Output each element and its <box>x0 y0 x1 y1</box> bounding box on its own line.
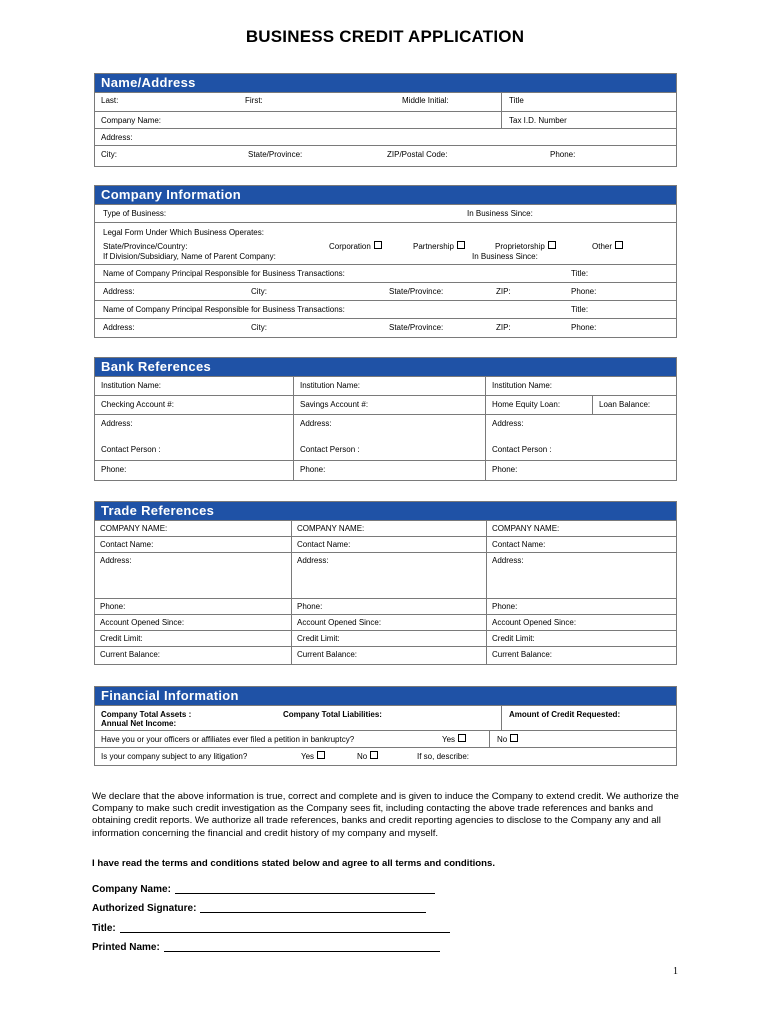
partnership-label: Partnership <box>413 242 454 251</box>
trade-credit-row <box>95 631 676 647</box>
bankruptcy-no-cell <box>489 731 677 747</box>
bankruptcy-yes-label: Yes <box>442 735 456 744</box>
trade-credit-cell-1[interactable] <box>95 631 291 646</box>
trade-balance-cell-3[interactable] <box>486 647 677 664</box>
in-business-since-2-label: In Business Since: <box>472 252 538 261</box>
bankruptcy-no-label: No <box>497 735 508 744</box>
type-business-row <box>95 205 676 223</box>
trade-balance-label-1: Current Balance: <box>100 650 161 659</box>
institution-cell-1[interactable] <box>95 377 293 395</box>
signature-authorized-line[interactable] <box>200 902 426 913</box>
trade-contact-row <box>95 537 676 553</box>
bankruptcy-no-option[interactable] <box>497 734 518 744</box>
loan-balance-cell[interactable] <box>592 396 677 414</box>
trade-company-label-2: COMPANY NAME: <box>297 524 365 533</box>
trade-company-label-1: COMPANY NAME: <box>100 524 168 533</box>
middle-initial-label: Middle Initial: <box>402 96 449 105</box>
home-equity-cell[interactable] <box>485 396 592 414</box>
principal-2-address-label: Address: <box>103 323 135 332</box>
trade-phone-label-1: Phone: <box>100 602 126 611</box>
principal-2-label: Name of Company Principal Responsible for Business Transactions: <box>103 305 345 314</box>
principal-2-city-label: City: <box>251 323 267 332</box>
bank-address-label-1: Address: <box>101 419 133 428</box>
institution-cell-3[interactable] <box>485 377 677 395</box>
trade-phone-label-3: Phone: <box>492 602 518 611</box>
savings-cell[interactable] <box>293 396 485 414</box>
trade-credit-label-1: Credit Limit: <box>100 634 143 643</box>
trade-balance-row <box>95 647 676 664</box>
signature-printed-name <box>92 941 440 953</box>
bank-address-label-3: Address: <box>492 419 524 428</box>
trade-phone-row <box>95 599 676 615</box>
trade-opened-cell-2[interactable] <box>291 615 486 630</box>
name-row <box>95 93 676 112</box>
trade-contact-label-1: Contact Name: <box>100 540 154 549</box>
signature-title-line[interactable] <box>120 922 450 933</box>
legal-form-row <box>95 223 676 265</box>
litigation-row <box>95 748 676 765</box>
bank-phone-cell-3[interactable] <box>485 461 677 480</box>
principal-1-state-label: State/Province: <box>389 287 444 296</box>
other-checkbox[interactable] <box>615 241 623 249</box>
title-cell[interactable] <box>501 93 677 111</box>
last-name-label: Last: <box>101 96 119 105</box>
credit-requested-cell[interactable] <box>501 706 677 730</box>
trade-opened-label-3: Account Opened Since: <box>492 618 577 627</box>
litigation-no-option[interactable] <box>357 751 378 761</box>
trade-company-cell-3[interactable] <box>486 521 677 536</box>
trade-contact-cell-1[interactable] <box>95 537 291 552</box>
page-number: 1 <box>673 966 678 977</box>
net-income-label: Annual Net Income: <box>101 719 177 728</box>
trade-contact-label-2: Contact Name: <box>297 540 351 549</box>
institution-cell-2[interactable] <box>293 377 485 395</box>
corporation-option[interactable] <box>329 241 382 251</box>
institution-label-2: Institution Name: <box>300 381 361 390</box>
bankruptcy-row <box>95 731 676 748</box>
trade-balance-cell-2[interactable] <box>291 647 486 664</box>
proprietorship-checkbox[interactable] <box>548 241 556 249</box>
savings-label: Savings Account #: <box>300 400 369 409</box>
principal-1-city-label: City: <box>251 287 267 296</box>
trade-contact-label-3: Contact Name: <box>492 540 546 549</box>
company-info-header: Company Information <box>95 186 676 205</box>
bank-references-section <box>94 357 677 481</box>
financial-info-section <box>94 686 677 766</box>
partnership-checkbox[interactable] <box>457 241 465 249</box>
trade-credit-cell-2[interactable] <box>291 631 486 646</box>
bankruptcy-no-checkbox[interactable] <box>510 734 518 742</box>
bank-address-cell-2[interactable] <box>293 415 485 460</box>
trade-company-cell-2[interactable] <box>291 521 486 536</box>
signature-authorized <box>92 902 426 914</box>
signature-authorized-label: Authorized Signature: <box>92 903 197 914</box>
company-row <box>95 112 676 129</box>
principal-1-phone-label: Phone: <box>571 287 597 296</box>
trade-references-section <box>94 501 677 665</box>
corporation-checkbox[interactable] <box>374 241 382 249</box>
trade-opened-cell-3[interactable] <box>486 615 677 630</box>
type-of-business-label: Type of Business: <box>103 209 167 218</box>
state-label: State/Province: <box>248 150 303 159</box>
litigation-no-label: No <box>357 752 368 761</box>
total-liabilities-label: Company Total Liabilities: <box>283 710 382 719</box>
total-assets-label: Company Total Assets : <box>101 710 192 719</box>
proprietorship-option[interactable] <box>495 241 556 251</box>
credit-requested-label: Amount of Credit Requested: <box>509 710 621 719</box>
address-label: Address: <box>101 133 133 142</box>
litigation-question: Is your company subject to any litigation? <box>101 752 248 761</box>
trade-company-label-3: COMPANY NAME: <box>492 524 560 533</box>
trade-credit-label-2: Credit Limit: <box>297 634 340 643</box>
principal-1-title-label: Title: <box>571 269 589 278</box>
tax-id-label: Tax I.D. Number <box>509 116 567 125</box>
bank-phone-label-2: Phone: <box>300 465 326 474</box>
principal-1-zip-label: ZIP: <box>496 287 511 296</box>
trade-address-label-3: Address: <box>492 556 524 565</box>
trade-phone-cell-3[interactable] <box>486 599 677 614</box>
tax-id-cell[interactable] <box>501 112 677 128</box>
contact-label-2: Contact Person : <box>300 445 360 454</box>
bankruptcy-yes-checkbox[interactable] <box>458 734 466 742</box>
trade-address-cell-3[interactable] <box>486 553 677 598</box>
trade-company-row <box>95 521 676 537</box>
account-row <box>95 396 676 415</box>
state-country-label: State/Province/Country: <box>103 242 188 251</box>
trade-contact-cell-3[interactable] <box>486 537 677 552</box>
principal-2-phone-label: Phone: <box>571 323 597 332</box>
trade-phone-label-2: Phone: <box>297 602 323 611</box>
institution-label-1: Institution Name: <box>101 381 162 390</box>
trade-opened-label-2: Account Opened Since: <box>297 618 382 627</box>
contact-label-3: Contact Person : <box>492 445 552 454</box>
signature-company-name-line[interactable] <box>175 883 435 894</box>
checking-label: Checking Account #: <box>101 400 174 409</box>
city-row <box>95 146 676 166</box>
litigation-yes-checkbox[interactable] <box>317 751 325 759</box>
principal-1-label: Name of Company Principal Responsible for Business Transactions: <box>103 269 345 278</box>
bankruptcy-yes-option[interactable] <box>442 734 466 744</box>
trade-phone-cell-1[interactable] <box>95 599 291 614</box>
trade-references-header: Trade References <box>95 502 676 521</box>
trade-address-row <box>95 553 676 599</box>
litigation-no-checkbox[interactable] <box>370 751 378 759</box>
trade-balance-label-2: Current Balance: <box>297 650 358 659</box>
signature-printed-name-line[interactable] <box>164 941 440 952</box>
bank-phone-cell-2[interactable] <box>293 461 485 480</box>
bank-address-cell-1[interactable] <box>95 415 293 460</box>
institution-label-3: Institution Name: <box>492 381 553 390</box>
trade-balance-label-3: Current Balance: <box>492 650 553 659</box>
trade-company-cell-1[interactable] <box>95 521 291 536</box>
trade-credit-cell-3[interactable] <box>486 631 677 646</box>
bank-address-cell-3[interactable] <box>485 415 677 460</box>
principal-2-address-row <box>95 319 676 337</box>
principal-1-address-label: Address: <box>103 287 135 296</box>
institution-row <box>95 377 676 396</box>
checking-cell[interactable] <box>95 396 293 414</box>
principal-2-row <box>95 301 676 319</box>
trade-address-cell-2[interactable] <box>291 553 486 598</box>
bank-address-label-2: Address: <box>300 419 332 428</box>
legal-form-label: Legal Form Under Which Business Operates: <box>103 228 264 237</box>
declaration-text: We declare that the above information is true, correct and complete and is given to induce the Company to extend credit. We authorize the Company to make such credit investigation as the Company sees fit, including contacting the above trade references and banks and obtaining credit reports. We authorize all trade references, banks and credit reporting agencies to disclose to the Company any and all information concerning the financial and credit history of my company and myself. <box>92 791 679 839</box>
financial-totals-row <box>95 706 676 731</box>
signature-title <box>92 922 450 934</box>
signature-printed-name-label: Printed Name: <box>92 942 160 953</box>
contact-label-1: Contact Person : <box>101 445 161 454</box>
address-row[interactable] <box>95 129 676 146</box>
principal-1-row <box>95 265 676 283</box>
litigation-yes-option[interactable] <box>301 751 325 761</box>
trade-opened-cell-1[interactable] <box>95 615 291 630</box>
financial-info-header: Financial Information <box>95 687 676 706</box>
other-label: Other <box>592 242 613 251</box>
principal-1-address-row <box>95 283 676 301</box>
litigation-describe-label: If so, describe: <box>417 752 470 761</box>
company-info-section <box>94 185 677 338</box>
city-label: City: <box>101 150 117 159</box>
bank-address-row <box>95 415 676 461</box>
bank-phone-cell-1[interactable] <box>95 461 293 480</box>
bank-phone-label-1: Phone: <box>101 465 127 474</box>
first-name-label: First: <box>245 96 263 105</box>
principal-2-state-label: State/Province: <box>389 323 444 332</box>
agreement-text: I have read the terms and conditions stated below and agree to all terms and conditions. <box>92 858 496 869</box>
trade-phone-cell-2[interactable] <box>291 599 486 614</box>
title-label: Title <box>509 96 524 105</box>
phone-label: Phone: <box>550 150 576 159</box>
trade-address-label-2: Address: <box>297 556 329 565</box>
principal-2-title-label: Title: <box>571 305 589 314</box>
corporation-label: Corporation <box>329 242 371 251</box>
bank-references-header: Bank References <box>95 358 676 377</box>
trade-opened-label-1: Account Opened Since: <box>100 618 185 627</box>
loan-balance-label: Loan Balance: <box>599 400 651 409</box>
home-equity-label: Home Equity Loan: <box>492 400 561 409</box>
signature-company-name <box>92 883 435 895</box>
signature-title-label: Title: <box>92 923 116 934</box>
proprietorship-label: Proprietorship <box>495 242 545 251</box>
other-option[interactable] <box>592 241 623 251</box>
litigation-yes-label: Yes <box>301 752 315 761</box>
trade-balance-cell-1[interactable] <box>95 647 291 664</box>
trade-address-label-1: Address: <box>100 556 132 565</box>
trade-contact-cell-2[interactable] <box>291 537 486 552</box>
zip-label: ZIP/Postal Code: <box>387 150 448 159</box>
page-title: BUSINESS CREDIT APPLICATION <box>245 27 525 46</box>
partnership-option[interactable] <box>413 241 465 251</box>
bank-phone-row <box>95 461 676 480</box>
name-address-header: Name/Address <box>95 74 676 93</box>
company-name-label: Company Name: <box>101 116 162 125</box>
division-label: If Division/Subsidiary, Name of Parent Company: <box>103 252 276 261</box>
trade-credit-label-3: Credit Limit: <box>492 634 535 643</box>
principal-2-zip-label: ZIP: <box>496 323 511 332</box>
trade-opened-row <box>95 615 676 631</box>
in-business-since-label: In Business Since: <box>467 209 533 218</box>
name-address-section <box>94 73 677 167</box>
bank-phone-label-3: Phone: <box>492 465 518 474</box>
bankruptcy-question: Have you or your officers or affiliates ever filed a petition in bankruptcy? <box>101 735 355 744</box>
signature-company-name-label: Company Name: <box>92 884 171 895</box>
trade-address-cell-1[interactable] <box>95 553 291 598</box>
